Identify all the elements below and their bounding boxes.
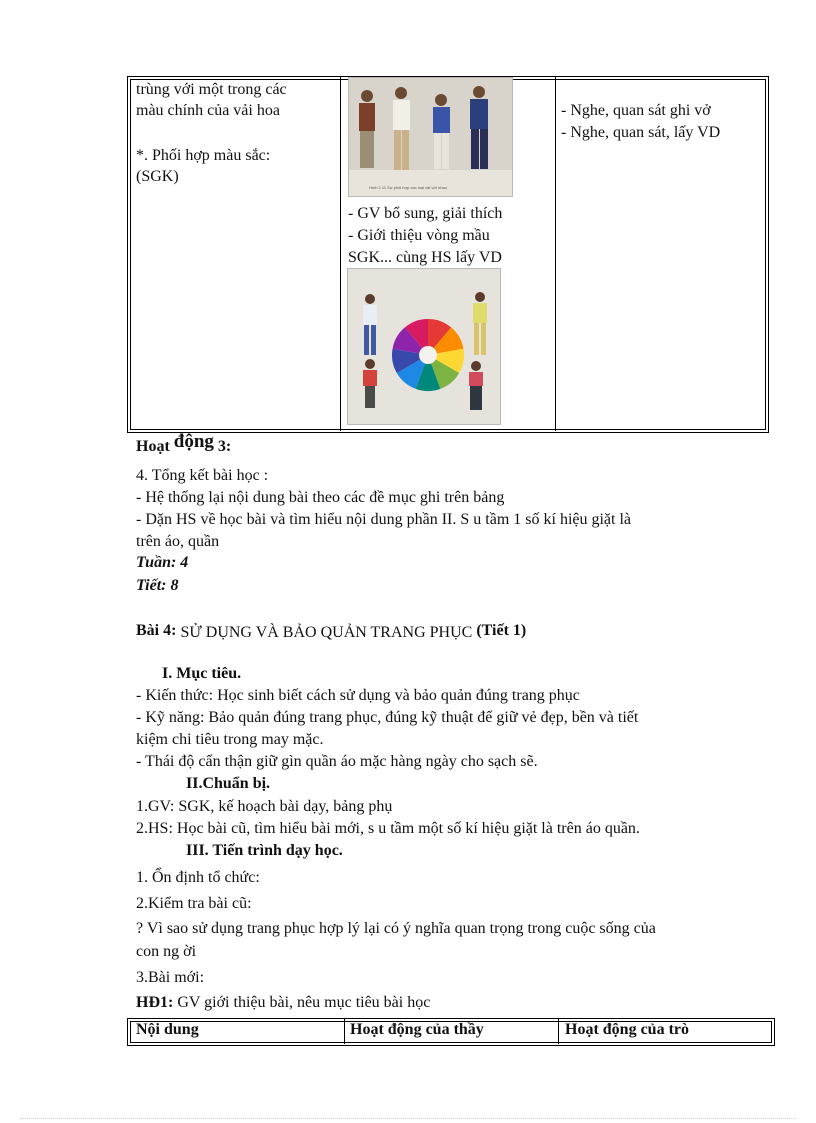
lesson-period: (Tiết 1) — [472, 622, 527, 639]
activity-1-text: GV giới thiệu bài, nêu mục tiêu bài học — [173, 994, 431, 1011]
photo-caption: Hình 2.11 Sự phối hợp các loại vải với nhau — [369, 185, 447, 190]
cell-content-line: - GV bổ sung, giải thích — [348, 205, 503, 222]
cell-content-line: *. Phối hợp màu sắc: — [136, 147, 271, 164]
text-line: 1.GV: SGK, kế hoạch bài dạy, bảng phụ — [136, 798, 393, 815]
lesson-number: Bài 4: — [136, 622, 177, 639]
lesson-title-text: SỬ DỤNG VÀ BẢO QUẢN TRANG PHỤC — [176, 624, 473, 641]
page-bottom-border — [20, 1118, 796, 1119]
cell-content-line: (SGK) — [136, 168, 179, 185]
cell-content-line: trùng với một trong các — [136, 81, 287, 98]
text-line: kiệm chi tiêu trong may mặc. — [136, 731, 324, 748]
table-divider — [558, 1018, 559, 1044]
activity-1-line — [136, 993, 430, 1013]
cell-content-line: - Giới thiệu vòng mầu — [348, 227, 490, 244]
heading-text: 3: — [213, 438, 232, 455]
cell-content-line: - Nghe, quan sát, lấy VD — [561, 124, 721, 141]
header-student-activity: Hoạt động của trò — [565, 1021, 689, 1038]
text-line: ? Vì sao sử dụng trang phục hợp lý lại có ý nghĩa quan trọng trong cuộc sống của — [136, 920, 656, 937]
activity-1-label: HĐ1: — [136, 994, 174, 1011]
text-line: 3.Bài mới: — [136, 969, 205, 986]
heading-text: Hoạt — [136, 438, 174, 455]
week-label: Tuần: 4 — [136, 554, 189, 571]
text-line: - Hệ thống lại nội dung bài theo các đề mục ghi trên bảng — [136, 489, 505, 506]
table-divider — [344, 1018, 345, 1044]
people-photo — [348, 77, 513, 197]
cell-content-line: màu chính của vải hoa — [136, 102, 280, 119]
text-line: trên áo, quần — [136, 533, 220, 550]
table-divider — [340, 76, 341, 431]
text-line: - Dặn HS về học bài và tìm hiểu nội dung phần II. S u tầm 1 số kí hiệu giặt là — [136, 511, 632, 528]
procedure-heading: III. Tiến trình dạy học. — [186, 842, 343, 859]
objectives-heading: I. Mục tiêu. — [162, 665, 242, 682]
preparation-heading: II.Chuẩn bị. — [186, 775, 271, 792]
text-line: 2.Kiểm tra bài cũ: — [136, 895, 252, 912]
heading-text: động — [173, 431, 214, 452]
header-content: Nội dung — [136, 1021, 199, 1038]
color-wheel-photo — [347, 268, 501, 425]
table-divider — [555, 76, 556, 431]
text-line: - Thái độ cẩn thận giữ gìn quần áo mặc hàng ngày cho sạch sẽ. — [136, 753, 538, 770]
text-line: con ng ời — [136, 943, 197, 960]
activity-3-heading — [136, 431, 232, 457]
text-line: - Kiến thức: Học sinh biết cách sử dụng và bảo quản đúng trang phục — [136, 687, 580, 704]
text-line: 2.HS: Học bài cũ, tìm hiểu bài mới, s u tầm một số kí hiệu giặt là trên áo quần. — [136, 820, 640, 837]
text-line: - Kỹ năng: Bảo quản đúng trang phục, đúng kỹ thuật để giữ vẻ đẹp, bền và tiết — [136, 709, 639, 726]
cell-content-line: - Nghe, quan sát ghi vở — [561, 102, 711, 119]
color-wheel-image — [348, 269, 500, 424]
text-line: 1. Ổn định tổ chức: — [136, 869, 260, 886]
cell-content-line: SGK... cùng HS lấy VD — [348, 249, 502, 266]
period-label: Tiết: 8 — [136, 577, 179, 594]
people-figures-image — [349, 78, 512, 196]
lesson-title — [136, 621, 526, 641]
text-line: 4. Tổng kết bài học : — [136, 467, 269, 484]
header-teacher-activity: Hoạt động của thầy — [350, 1021, 484, 1038]
